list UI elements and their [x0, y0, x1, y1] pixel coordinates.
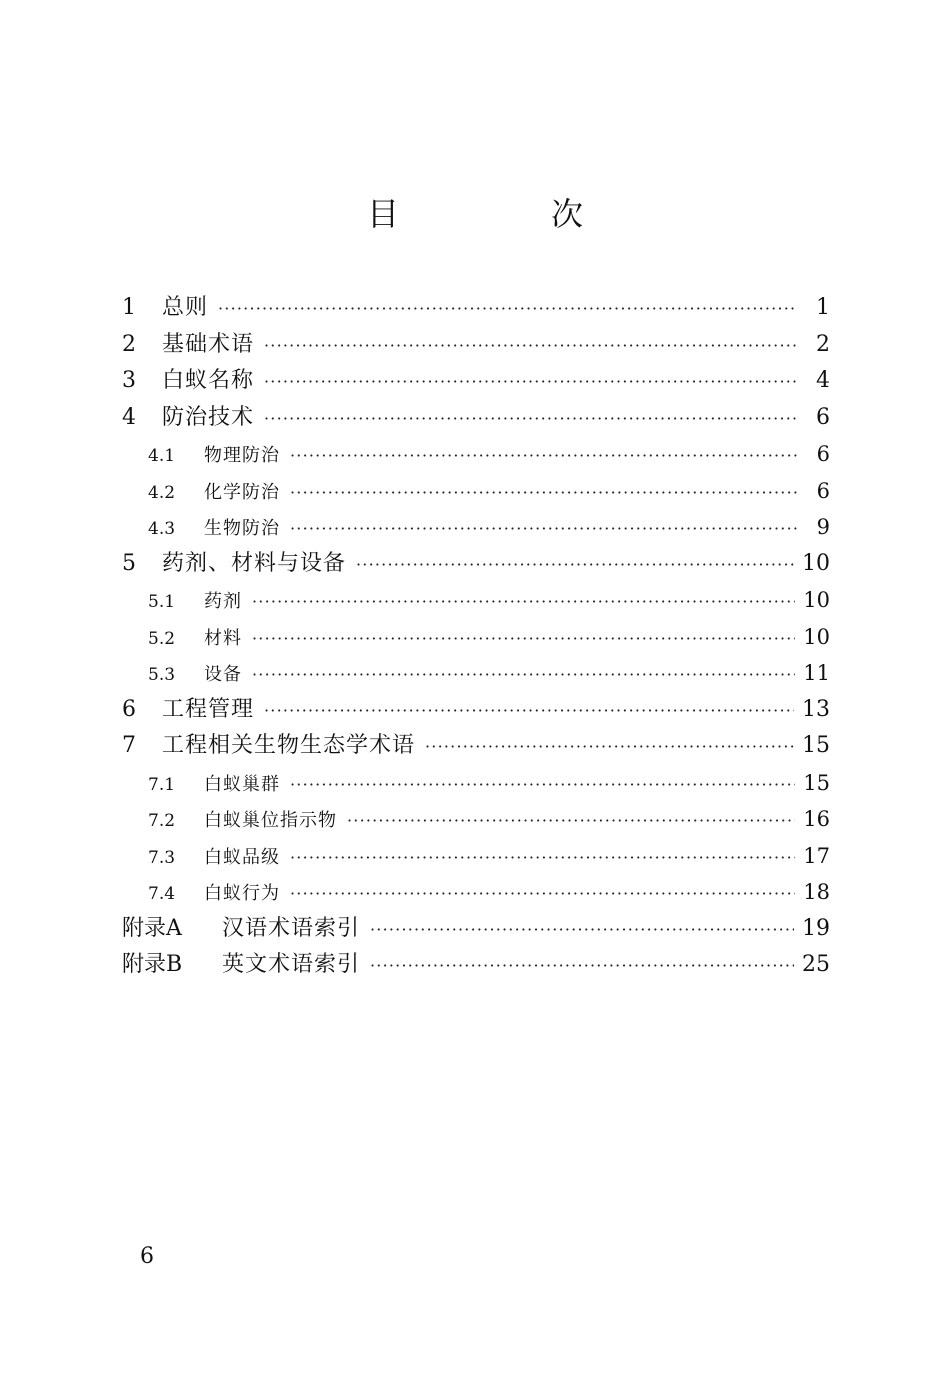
toc-entry[interactable] [122, 801, 830, 838]
toc-entry[interactable] [122, 947, 830, 984]
toc-entry-number: 5.3 [148, 665, 176, 685]
toc-entry-page: 6 [816, 478, 830, 503]
toc-leader-dots [290, 840, 795, 877]
toc-leader-dots [347, 803, 795, 840]
toc-entry-page: 18 [803, 880, 830, 904]
toc-entry-title: 药剂 [204, 591, 242, 612]
toc-entry[interactable] [122, 582, 830, 619]
toc-entry-title: 防治技术 [162, 404, 255, 430]
toc-entry-number: 2 [122, 331, 136, 357]
toc-leader-dots [370, 912, 794, 949]
toc-entry-title: 物理防治 [204, 445, 280, 466]
toc-entry[interactable] [122, 436, 830, 473]
toc-entry-number: 7.3 [148, 847, 176, 868]
toc-entry-number: 7.1 [148, 774, 176, 795]
toc-entry-number: 7 [122, 733, 136, 758]
toc-entry-title: 汉语术语索引 [222, 915, 361, 941]
toc-entry-page: 15 [803, 770, 830, 795]
toc-entry-number: 4.3 [148, 519, 176, 539]
toc-entry-number: 7.2 [148, 811, 176, 831]
toc-entry-title: 白蚁行为 [204, 883, 280, 904]
toc-leader-dots [252, 621, 795, 658]
toc-entry-title: 材料 [204, 627, 242, 649]
toc-entry-page: 15 [802, 733, 830, 758]
toc-entry[interactable] [122, 546, 830, 583]
toc-leader-dots [290, 438, 798, 475]
toc-entry[interactable] [122, 838, 830, 875]
toc-entry-title: 工程相关生物生态学术语 [162, 733, 416, 758]
toc-entry[interactable] [122, 363, 830, 400]
toc-entry[interactable] [122, 327, 830, 364]
toc-entry-page: 10 [803, 624, 830, 649]
toc-entry-page: 6 [816, 442, 830, 466]
toc-entry-title: 药剂、材料与设备 [162, 550, 347, 576]
toc-entry-number: 7.4 [148, 884, 176, 904]
toc-entry-title: 白蚁品级 [204, 846, 280, 868]
toc-entry-title: 白蚁名称 [162, 368, 255, 393]
toc-entry-number: 6 [122, 696, 136, 722]
toc-entry-page: 19 [802, 915, 830, 941]
toc-entry-title: 化学防治 [204, 481, 280, 503]
toc-leader-dots [252, 584, 795, 621]
toc-entry-number: 附录B [122, 952, 183, 977]
toc-entry-title: 工程管理 [162, 696, 255, 722]
toc-entry-page: 16 [803, 807, 830, 831]
toc-entry-page: 4 [816, 368, 830, 393]
toc-entry[interactable] [122, 765, 830, 802]
toc-entry-number: 4.2 [148, 482, 176, 503]
page-title: 目 次 [366, 195, 643, 233]
toc-entry-page: 13 [802, 696, 830, 722]
toc-entry[interactable] [122, 619, 830, 656]
toc-leader-dots [425, 729, 794, 766]
toc-leader-dots [218, 291, 798, 328]
toc-entry-page: 9 [816, 515, 830, 539]
toc-entry-page: 17 [803, 843, 830, 868]
toc-leader-dots [264, 328, 798, 365]
toc-entry-title: 白蚁巢群 [204, 773, 280, 795]
toc-entry-page: 2 [816, 331, 830, 357]
toc-leader-dots [264, 364, 798, 401]
toc-entry-page: 11 [803, 661, 830, 685]
toc-entry-number: 4 [122, 404, 136, 430]
toc-leader-dots [356, 547, 794, 584]
toc-entry[interactable] [122, 655, 830, 692]
toc-leader-dots [264, 693, 794, 730]
toc-entry-title: 设备 [204, 664, 242, 685]
toc-entry[interactable] [122, 290, 830, 327]
toc-leader-dots [290, 511, 798, 548]
toc-entry-page: 10 [803, 588, 830, 612]
toc-entry-number: 3 [122, 368, 136, 393]
toc-entry-number: 附录A [122, 915, 182, 941]
toc-entry-page: 10 [802, 550, 830, 576]
toc-leader-dots [290, 876, 795, 913]
toc-entry-page: 1 [816, 295, 830, 320]
toc-entry-title: 基础术语 [162, 331, 255, 357]
toc-entry-number: 4.1 [148, 446, 176, 466]
page-number: 6 [140, 1244, 154, 1269]
toc-entry-number: 1 [122, 295, 136, 320]
toc-entry-title: 总则 [162, 295, 209, 320]
toc-entry[interactable] [122, 509, 830, 546]
toc-leader-dots [264, 401, 798, 438]
toc-entry-page: 25 [802, 952, 830, 977]
toc-leader-dots [290, 475, 798, 512]
toc-entry-title: 英文术语索引 [222, 952, 361, 977]
toc-leader-dots [370, 948, 794, 985]
toc-entry-page: 6 [816, 404, 830, 430]
table-of-contents [122, 290, 830, 984]
toc-leader-dots [252, 657, 795, 694]
toc-entry-number: 5.2 [148, 628, 176, 649]
toc-entry[interactable] [122, 473, 830, 510]
toc-entry-number: 5 [122, 550, 136, 576]
toc-entry-title: 生物防治 [204, 518, 280, 539]
toc-entry[interactable] [122, 400, 830, 437]
toc-entry[interactable] [122, 874, 830, 911]
toc-entry-number: 5.1 [148, 592, 176, 612]
toc-leader-dots [290, 767, 795, 804]
toc-entry[interactable] [122, 911, 830, 948]
toc-entry[interactable] [122, 692, 830, 729]
toc-entry-title: 白蚁巢位指示物 [204, 810, 337, 831]
toc-entry[interactable] [122, 728, 830, 765]
